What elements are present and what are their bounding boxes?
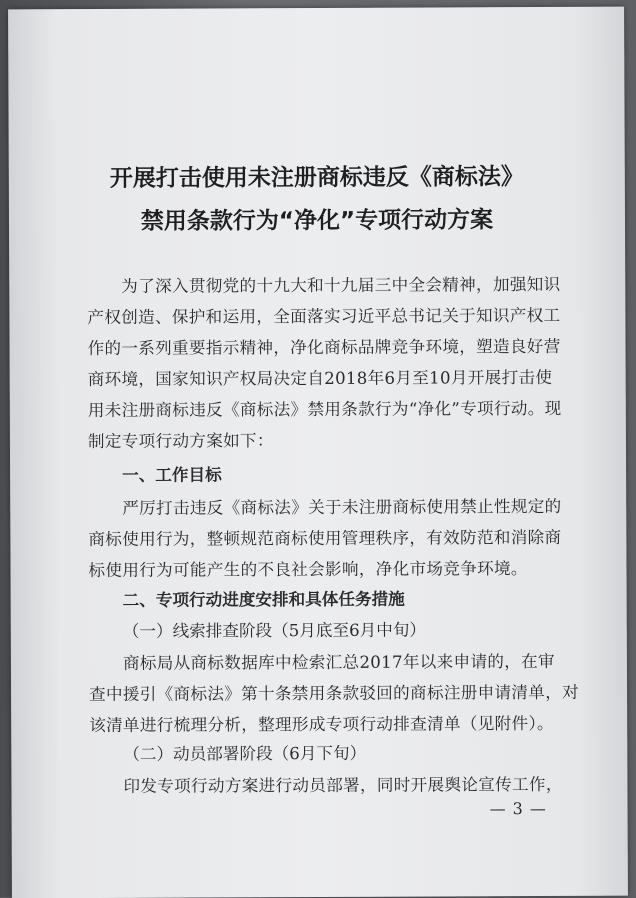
stage-1-paragraph bbox=[89, 646, 580, 741]
intro-line: 用未注册商标违反《商标法》禁用条款行为“净化”专项行动。现 bbox=[87, 398, 562, 421]
intro-line: 作的一系列重要指示精神，净化商标品牌竞争环境，塑造良好营 bbox=[87, 336, 561, 359]
page-content bbox=[8, 7, 628, 898]
stage-2-line: 印发专项行动方案进行动员部署，同时开展舆论宣传工作， bbox=[123, 774, 563, 796]
section-1-line: 商标使用行为，整顿规范商标使用管理秩序，有效防范和消除商 bbox=[88, 527, 562, 550]
section-2-heading: 二、专项行动进度安排和具体任务措施 bbox=[122, 589, 405, 610]
intro-line: 制定专项行动方案如下： bbox=[87, 431, 274, 452]
document-title-line-2: 禁用条款行为“净化”专项行动方案 bbox=[140, 207, 494, 235]
page-number: — 3 — bbox=[489, 799, 547, 819]
section-1-line: 严厉打击违反《商标法》关于未注册商标使用禁止性规定的 bbox=[122, 496, 562, 518]
intro-line: 为了深入贯彻党的十九大和十九届三中全会精神，加强知识 bbox=[121, 274, 561, 296]
document-title-line-1: 开展打击使用未注册商标违反《商标法》 bbox=[109, 164, 524, 192]
stage-1-line: 查中援引《商标法》第十条禁用条款驳回的商标注册申请清单，对 bbox=[89, 682, 580, 705]
intro-line: 商环境，国家知识产权局决定自2018年6月至10月开展打击使 bbox=[87, 367, 553, 390]
section-1-heading: 一、工作目标 bbox=[122, 465, 222, 485]
stage-1-heading: （一）线索排查阶段（5月底至6月中旬） bbox=[122, 620, 427, 641]
stage-1-line: 商标局从商标数据库中检索汇总2017年以来申请的，在审 bbox=[122, 651, 555, 673]
stage-1-line: 该清单进行梳理分析，整理形成专项行动排查清单（见附件）。 bbox=[89, 713, 554, 736]
section-1-paragraph bbox=[88, 491, 562, 586]
section-1-line: 标使用行为可能产生的不良社会影响，净化市场竞争环境。 bbox=[88, 559, 528, 581]
intro-paragraph bbox=[87, 269, 562, 457]
document-page bbox=[8, 7, 628, 898]
stage-2-heading: （二）动员部署阶段（6月下旬） bbox=[123, 743, 367, 764]
intro-line: 产权创造、保护和运用，全面落实习近平总书记关于知识产权工 bbox=[87, 305, 561, 328]
